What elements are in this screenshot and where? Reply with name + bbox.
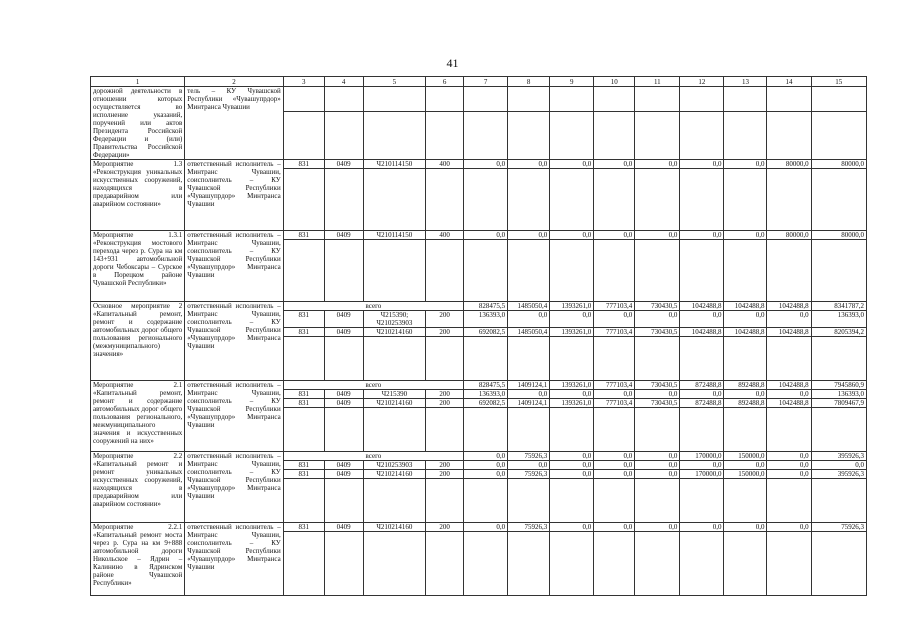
section-code: 0409	[324, 470, 363, 479]
total-value-col-15: 395926,3	[811, 452, 866, 461]
column-header-14: 14	[767, 77, 811, 87]
value-col-11: 730430,5	[635, 328, 680, 337]
value-col-14: 1042488,8	[767, 399, 811, 408]
empty-cell	[464, 479, 508, 523]
grbs-code	[283, 87, 324, 112]
empty-cell	[363, 112, 426, 160]
empty-cell	[635, 532, 680, 596]
empty-cell	[324, 240, 363, 302]
empty-cell	[680, 337, 724, 381]
responsible-executor: тель – КУ Чувашской Республики «Чувашупрдор» Минтранса Чувашии	[185, 87, 283, 160]
empty-cell	[283, 112, 324, 160]
empty-cell	[594, 240, 635, 302]
grbs-code: 831	[283, 231, 324, 240]
empty-cell	[594, 169, 635, 231]
value-col-15: 75926,3	[811, 523, 866, 532]
empty-cell	[550, 408, 594, 452]
responsible-executor: ответственный исполнитель – Минтранс Чувашии, соисполнитель – КУ Чувашской Республики «Чувашупрдор» Минтранса Чувашии	[185, 452, 283, 523]
value-col-11: 0,0	[635, 160, 680, 169]
table-row	[91, 452, 867, 461]
empty-cell	[594, 479, 635, 523]
empty-cell	[724, 479, 767, 523]
empty-cell	[811, 408, 866, 452]
header-row	[91, 77, 867, 87]
empty-cell	[550, 479, 594, 523]
total-value-col-12: 872488,8	[680, 381, 724, 390]
value-col-7: 692082,5	[464, 328, 508, 337]
total-value-col-9: 0,0	[550, 452, 594, 461]
column-header-9: 9	[550, 77, 594, 87]
table-row	[91, 381, 867, 390]
total-value-col-13: 1042488,8	[724, 302, 767, 311]
empty-cell	[426, 169, 464, 231]
responsible-executor: ответственный исполнитель – Минтранс Чувашии, соисполнитель – КУ Чувашской Республики «Чувашупрдор» Минтранса Чувашии	[185, 381, 283, 452]
empty-cell	[724, 240, 767, 302]
value-col-9	[550, 87, 594, 112]
value-col-15: 80000,0	[811, 160, 866, 169]
value-col-7: 0,0	[464, 470, 508, 479]
value-col-7: 0,0	[464, 231, 508, 240]
value-col-12: 872488,8	[680, 399, 724, 408]
expense-type-code: 400	[426, 231, 464, 240]
grbs-code: 831	[283, 399, 324, 408]
empty-cell	[363, 408, 426, 452]
empty-cell	[594, 532, 635, 596]
value-col-11	[635, 87, 680, 112]
value-col-9: 1393261,0	[550, 328, 594, 337]
target-article-code: Ч210253903	[363, 461, 426, 470]
empty-cell	[508, 240, 550, 302]
total-value-col-14: 1042488,8	[767, 381, 811, 390]
empty-cell	[508, 112, 550, 160]
empty-cell	[767, 479, 811, 523]
budget-table	[90, 76, 867, 596]
value-col-13: 0,0	[724, 311, 767, 328]
value-col-8: 0,0	[508, 160, 550, 169]
grbs-code: 831	[283, 390, 324, 399]
empty-cell	[635, 479, 680, 523]
target-article-code: Ч215390; Ч210253903	[363, 311, 426, 328]
value-col-9: 0,0	[550, 461, 594, 470]
empty-cell	[324, 169, 363, 231]
section-code: 0409	[324, 523, 363, 532]
total-value-col-10: 777103,4	[594, 381, 635, 390]
value-col-9: 1393261,0	[550, 399, 594, 408]
empty-cell	[464, 169, 508, 231]
total-value-col-7: 828475,5	[464, 302, 508, 311]
value-col-14: 1042488,8	[767, 328, 811, 337]
value-col-15: 395926,3	[811, 470, 866, 479]
value-col-7	[464, 87, 508, 112]
column-header-5: 5	[363, 77, 426, 87]
empty-cell	[464, 337, 508, 381]
empty-cell	[811, 169, 866, 231]
value-col-10: 0,0	[594, 231, 635, 240]
value-col-9: 0,0	[550, 390, 594, 399]
empty-cell	[464, 112, 508, 160]
target-article-code: Ч210114150	[363, 231, 426, 240]
value-col-7: 0,0	[464, 523, 508, 532]
total-value-col-13: 150000,0	[724, 452, 767, 461]
grbs-code: 831	[283, 160, 324, 169]
total-value-col-9: 1393261,0	[550, 381, 594, 390]
value-col-13: 0,0	[724, 523, 767, 532]
empty-cell	[464, 532, 508, 596]
grbs-code: 831	[283, 523, 324, 532]
value-col-11: 0,0	[635, 311, 680, 328]
empty-cell	[508, 337, 550, 381]
value-col-8: 0,0	[508, 461, 550, 470]
section-code: 0409	[324, 311, 363, 328]
empty-cell	[324, 337, 363, 381]
value-col-11: 0,0	[635, 461, 680, 470]
empty-cell	[550, 112, 594, 160]
value-col-14: 80000,0	[767, 160, 811, 169]
value-col-14: 0,0	[767, 523, 811, 532]
grbs-code: 831	[283, 311, 324, 328]
empty-cell	[324, 112, 363, 160]
empty-cell	[811, 112, 866, 160]
empty-cell	[767, 408, 811, 452]
total-label: всего	[283, 381, 463, 390]
value-col-8: 75926,3	[508, 523, 550, 532]
column-header-2: 2	[185, 77, 283, 87]
empty-cell	[508, 532, 550, 596]
section-code: 0409	[324, 390, 363, 399]
value-col-13: 892488,8	[724, 399, 767, 408]
empty-cell	[724, 112, 767, 160]
total-value-col-8: 1409124,1	[508, 381, 550, 390]
empty-cell	[550, 532, 594, 596]
empty-cell	[635, 337, 680, 381]
value-col-12: 1042488,8	[680, 328, 724, 337]
total-value-col-10: 777103,4	[594, 302, 635, 311]
target-article-code: Ч210214160	[363, 328, 426, 337]
grbs-code: 831	[283, 470, 324, 479]
measure-name: Мероприятие 2.2.1 «Капитальный ремонт моста через р. Сура на км 9+888 автомобильной дороги Никольское – Ядрин – Калинино в Ядринском районе Чувашской Республики»	[91, 523, 185, 596]
total-value-col-9: 1393261,0	[550, 302, 594, 311]
target-article-code: Ч215390	[363, 390, 426, 399]
column-header-6: 6	[426, 77, 464, 87]
table-row	[91, 523, 867, 532]
empty-cell	[767, 169, 811, 231]
total-value-col-13: 892488,8	[724, 381, 767, 390]
value-col-10: 0,0	[594, 390, 635, 399]
empty-cell	[426, 337, 464, 381]
value-col-12: 0,0	[680, 311, 724, 328]
value-col-8	[508, 87, 550, 112]
value-col-15: 7809467,9	[811, 399, 866, 408]
expense-type-code: 200	[426, 390, 464, 399]
expense-type-code: 200	[426, 399, 464, 408]
empty-cell	[724, 532, 767, 596]
empty-cell	[811, 337, 866, 381]
grbs-code: 831	[283, 461, 324, 470]
empty-cell	[324, 408, 363, 452]
target-article-code: Ч210214160	[363, 470, 426, 479]
total-value-col-15: 7945860,9	[811, 381, 866, 390]
value-col-11: 0,0	[635, 231, 680, 240]
expense-type-code: 200	[426, 470, 464, 479]
empty-cell	[363, 337, 426, 381]
empty-cell	[594, 112, 635, 160]
value-col-13: 150000,0	[724, 470, 767, 479]
empty-cell	[811, 532, 866, 596]
column-header-3: 3	[283, 77, 324, 87]
empty-cell	[426, 479, 464, 523]
measure-name: Мероприятие 2.2 «Капитальный ремонт и ремонт уникальных искусственных сооружений, находящихся в предаварийном или аварийном состоянии»	[91, 452, 185, 523]
value-col-12: 0,0	[680, 390, 724, 399]
value-col-7: 0,0	[464, 461, 508, 470]
empty-cell	[594, 408, 635, 452]
empty-cell	[724, 337, 767, 381]
value-col-12: 0,0	[680, 160, 724, 169]
expense-type-code: 200	[426, 461, 464, 470]
empty-cell	[508, 408, 550, 452]
value-col-10: 0,0	[594, 461, 635, 470]
total-value-col-11: 730430,5	[635, 302, 680, 311]
value-col-14: 80000,0	[767, 231, 811, 240]
expense-type-code: 400	[426, 160, 464, 169]
empty-cell	[283, 240, 324, 302]
value-col-13: 0,0	[724, 160, 767, 169]
empty-cell	[635, 112, 680, 160]
empty-cell	[550, 169, 594, 231]
value-col-9: 0,0	[550, 311, 594, 328]
value-col-13	[724, 87, 767, 112]
target-article-code: Ч210214160	[363, 399, 426, 408]
empty-cell	[464, 408, 508, 452]
empty-cell	[680, 532, 724, 596]
empty-cell	[635, 408, 680, 452]
section-code: 0409	[324, 399, 363, 408]
empty-cell	[594, 337, 635, 381]
responsible-executor: ответственный исполнитель – Минтранс Чувашии, соисполнитель – КУ Чувашской Республики «Чувашупрдор» Минтранса Чувашии	[185, 160, 283, 231]
value-col-13: 0,0	[724, 461, 767, 470]
column-header-8: 8	[508, 77, 550, 87]
empty-cell	[635, 169, 680, 231]
section-code: 0409	[324, 328, 363, 337]
table-row	[91, 231, 867, 240]
value-col-8: 1409124,1	[508, 399, 550, 408]
column-header-1: 1	[91, 77, 185, 87]
value-col-14: 0,0	[767, 461, 811, 470]
empty-cell	[508, 479, 550, 523]
value-col-15: 136393,0	[811, 311, 866, 328]
measure-name: Основное мероприятие 2 «Капитальный ремонт, ремонт и содержание автомобильных дорог общего пользования регионального (межмуниципального) значения»	[91, 302, 185, 381]
empty-cell	[811, 479, 866, 523]
value-col-14: 0,0	[767, 470, 811, 479]
total-value-col-11: 730430,5	[635, 381, 680, 390]
value-col-9: 0,0	[550, 523, 594, 532]
empty-cell	[363, 240, 426, 302]
value-col-10	[594, 87, 635, 112]
measure-name: дорожной деятельности в отношении которых осуществляется во исполнение указаний, поручений или актов Президента Российской Федерации и (или) Правительства Российской Федерации»	[91, 87, 185, 160]
total-value-col-14: 1042488,8	[767, 302, 811, 311]
value-col-12: 0,0	[680, 523, 724, 532]
empty-cell	[724, 408, 767, 452]
expense-type-code: 200	[426, 311, 464, 328]
page-number: 41	[446, 56, 459, 70]
value-col-13: 0,0	[724, 390, 767, 399]
expense-type-code: 200	[426, 328, 464, 337]
value-col-15: 0,0	[811, 461, 866, 470]
target-article-code	[363, 87, 426, 112]
value-col-13: 1042488,8	[724, 328, 767, 337]
responsible-executor: ответственный исполнитель – Минтранс Чувашии, соисполнитель – КУ Чувашской Республики «Чувашупрдор» Минтранса Чувашии	[185, 231, 283, 302]
total-value-col-8: 1485050,4	[508, 302, 550, 311]
empty-cell	[324, 532, 363, 596]
value-col-7: 136393,0	[464, 311, 508, 328]
value-col-12	[680, 87, 724, 112]
empty-cell	[767, 532, 811, 596]
column-header-13: 13	[724, 77, 767, 87]
value-col-7: 136393,0	[464, 390, 508, 399]
section-code	[324, 87, 363, 112]
grbs-code: 831	[283, 328, 324, 337]
empty-cell	[550, 337, 594, 381]
total-value-col-11: 0,0	[635, 452, 680, 461]
value-col-14: 0,0	[767, 311, 811, 328]
empty-cell	[767, 112, 811, 160]
value-col-10: 0,0	[594, 311, 635, 328]
value-col-15	[811, 87, 866, 112]
value-col-11: 0,0	[635, 470, 680, 479]
value-col-12: 0,0	[680, 231, 724, 240]
value-col-8: 0,0	[508, 231, 550, 240]
empty-cell	[363, 532, 426, 596]
total-value-col-14: 0,0	[767, 452, 811, 461]
empty-cell	[508, 169, 550, 231]
value-col-12: 0,0	[680, 461, 724, 470]
value-col-15: 80000,0	[811, 231, 866, 240]
total-value-col-7: 0,0	[464, 452, 508, 461]
empty-cell	[680, 240, 724, 302]
section-code: 0409	[324, 160, 363, 169]
empty-cell	[283, 532, 324, 596]
value-col-7: 0,0	[464, 160, 508, 169]
table-row	[91, 302, 867, 311]
value-col-8: 75926,3	[508, 470, 550, 479]
value-col-8: 0,0	[508, 390, 550, 399]
empty-cell	[283, 169, 324, 231]
total-value-col-8: 75926,3	[508, 452, 550, 461]
empty-cell	[635, 240, 680, 302]
empty-cell	[464, 240, 508, 302]
value-col-8: 0,0	[508, 311, 550, 328]
empty-cell	[363, 479, 426, 523]
target-article-code: Ч210114150	[363, 160, 426, 169]
expense-type-code: 200	[426, 523, 464, 532]
value-col-10: 0,0	[594, 523, 635, 532]
empty-cell	[550, 240, 594, 302]
total-value-col-15: 8341787,2	[811, 302, 866, 311]
value-col-11: 0,0	[635, 523, 680, 532]
section-code: 0409	[324, 231, 363, 240]
empty-cell	[283, 479, 324, 523]
empty-cell	[324, 479, 363, 523]
empty-cell	[680, 408, 724, 452]
total-value-col-12: 1042488,8	[680, 302, 724, 311]
empty-cell	[363, 169, 426, 231]
column-header-11: 11	[635, 77, 680, 87]
value-col-15: 8205394,2	[811, 328, 866, 337]
value-col-12: 170000,0	[680, 470, 724, 479]
empty-cell	[426, 112, 464, 160]
table-row	[91, 160, 867, 169]
value-col-10: 777103,4	[594, 399, 635, 408]
value-col-11: 0,0	[635, 390, 680, 399]
value-col-8: 1485050,4	[508, 328, 550, 337]
empty-cell	[680, 112, 724, 160]
expense-type-code	[426, 87, 464, 112]
measure-name: Мероприятие 1.3.1 «Реконструкция мостового перехода через р. Сура на км 143+931 автомобильной дороги Чебоксары – Сурское в Порецком районе Чувашской Республики»	[91, 231, 185, 302]
responsible-executor: ответственный исполнитель – Минтранс Чувашии, соисполнитель – КУ Чувашской Республики «Чувашупрдор» Минтранса Чувашии	[185, 302, 283, 381]
target-article-code: Ч210214160	[363, 523, 426, 532]
column-header-15: 15	[811, 77, 866, 87]
value-col-10: 0,0	[594, 470, 635, 479]
measure-name: Мероприятие 2.1 «Капитальный ремонт, ремонт и содержание автомобильных дорог общего пользования регионального, межмуниципального значения и искусственных сооружений на них»	[91, 381, 185, 452]
total-label: всего	[283, 452, 463, 461]
empty-cell	[811, 240, 866, 302]
value-col-10: 777103,4	[594, 328, 635, 337]
empty-cell	[724, 169, 767, 231]
empty-cell	[426, 240, 464, 302]
total-value-col-10: 0,0	[594, 452, 635, 461]
empty-cell	[283, 408, 324, 452]
empty-cell	[680, 169, 724, 231]
empty-cell	[767, 240, 811, 302]
column-header-4: 4	[324, 77, 363, 87]
value-col-14	[767, 87, 811, 112]
empty-cell	[283, 337, 324, 381]
column-header-10: 10	[594, 77, 635, 87]
value-col-9: 0,0	[550, 160, 594, 169]
responsible-executor: ответственный исполнитель – Минтранс Чувашии, соисполнитель – КУ Чувашской Республики «Чувашупрдор» Минтранса Чувашии	[185, 523, 283, 596]
value-col-14: 0,0	[767, 390, 811, 399]
value-col-9: 0,0	[550, 470, 594, 479]
value-col-13: 0,0	[724, 231, 767, 240]
empty-cell	[767, 337, 811, 381]
total-value-col-7: 828475,5	[464, 381, 508, 390]
measure-name: Мероприятие 1.3 «Реконструкция уникальных искусственных сооружений, находящихся в предаварийном или аварийном состоянии»	[91, 160, 185, 231]
empty-cell	[680, 479, 724, 523]
section-code: 0409	[324, 461, 363, 470]
value-col-10: 0,0	[594, 160, 635, 169]
column-header-7: 7	[464, 77, 508, 87]
value-col-9: 0,0	[550, 231, 594, 240]
table-row	[91, 87, 867, 112]
empty-cell	[426, 532, 464, 596]
total-value-col-12: 170000,0	[680, 452, 724, 461]
column-header-12: 12	[680, 77, 724, 87]
value-col-7: 692082,5	[464, 399, 508, 408]
value-col-11: 730430,5	[635, 399, 680, 408]
total-label: всего	[283, 302, 463, 311]
empty-cell	[426, 408, 464, 452]
value-col-15: 136393,0	[811, 390, 866, 399]
